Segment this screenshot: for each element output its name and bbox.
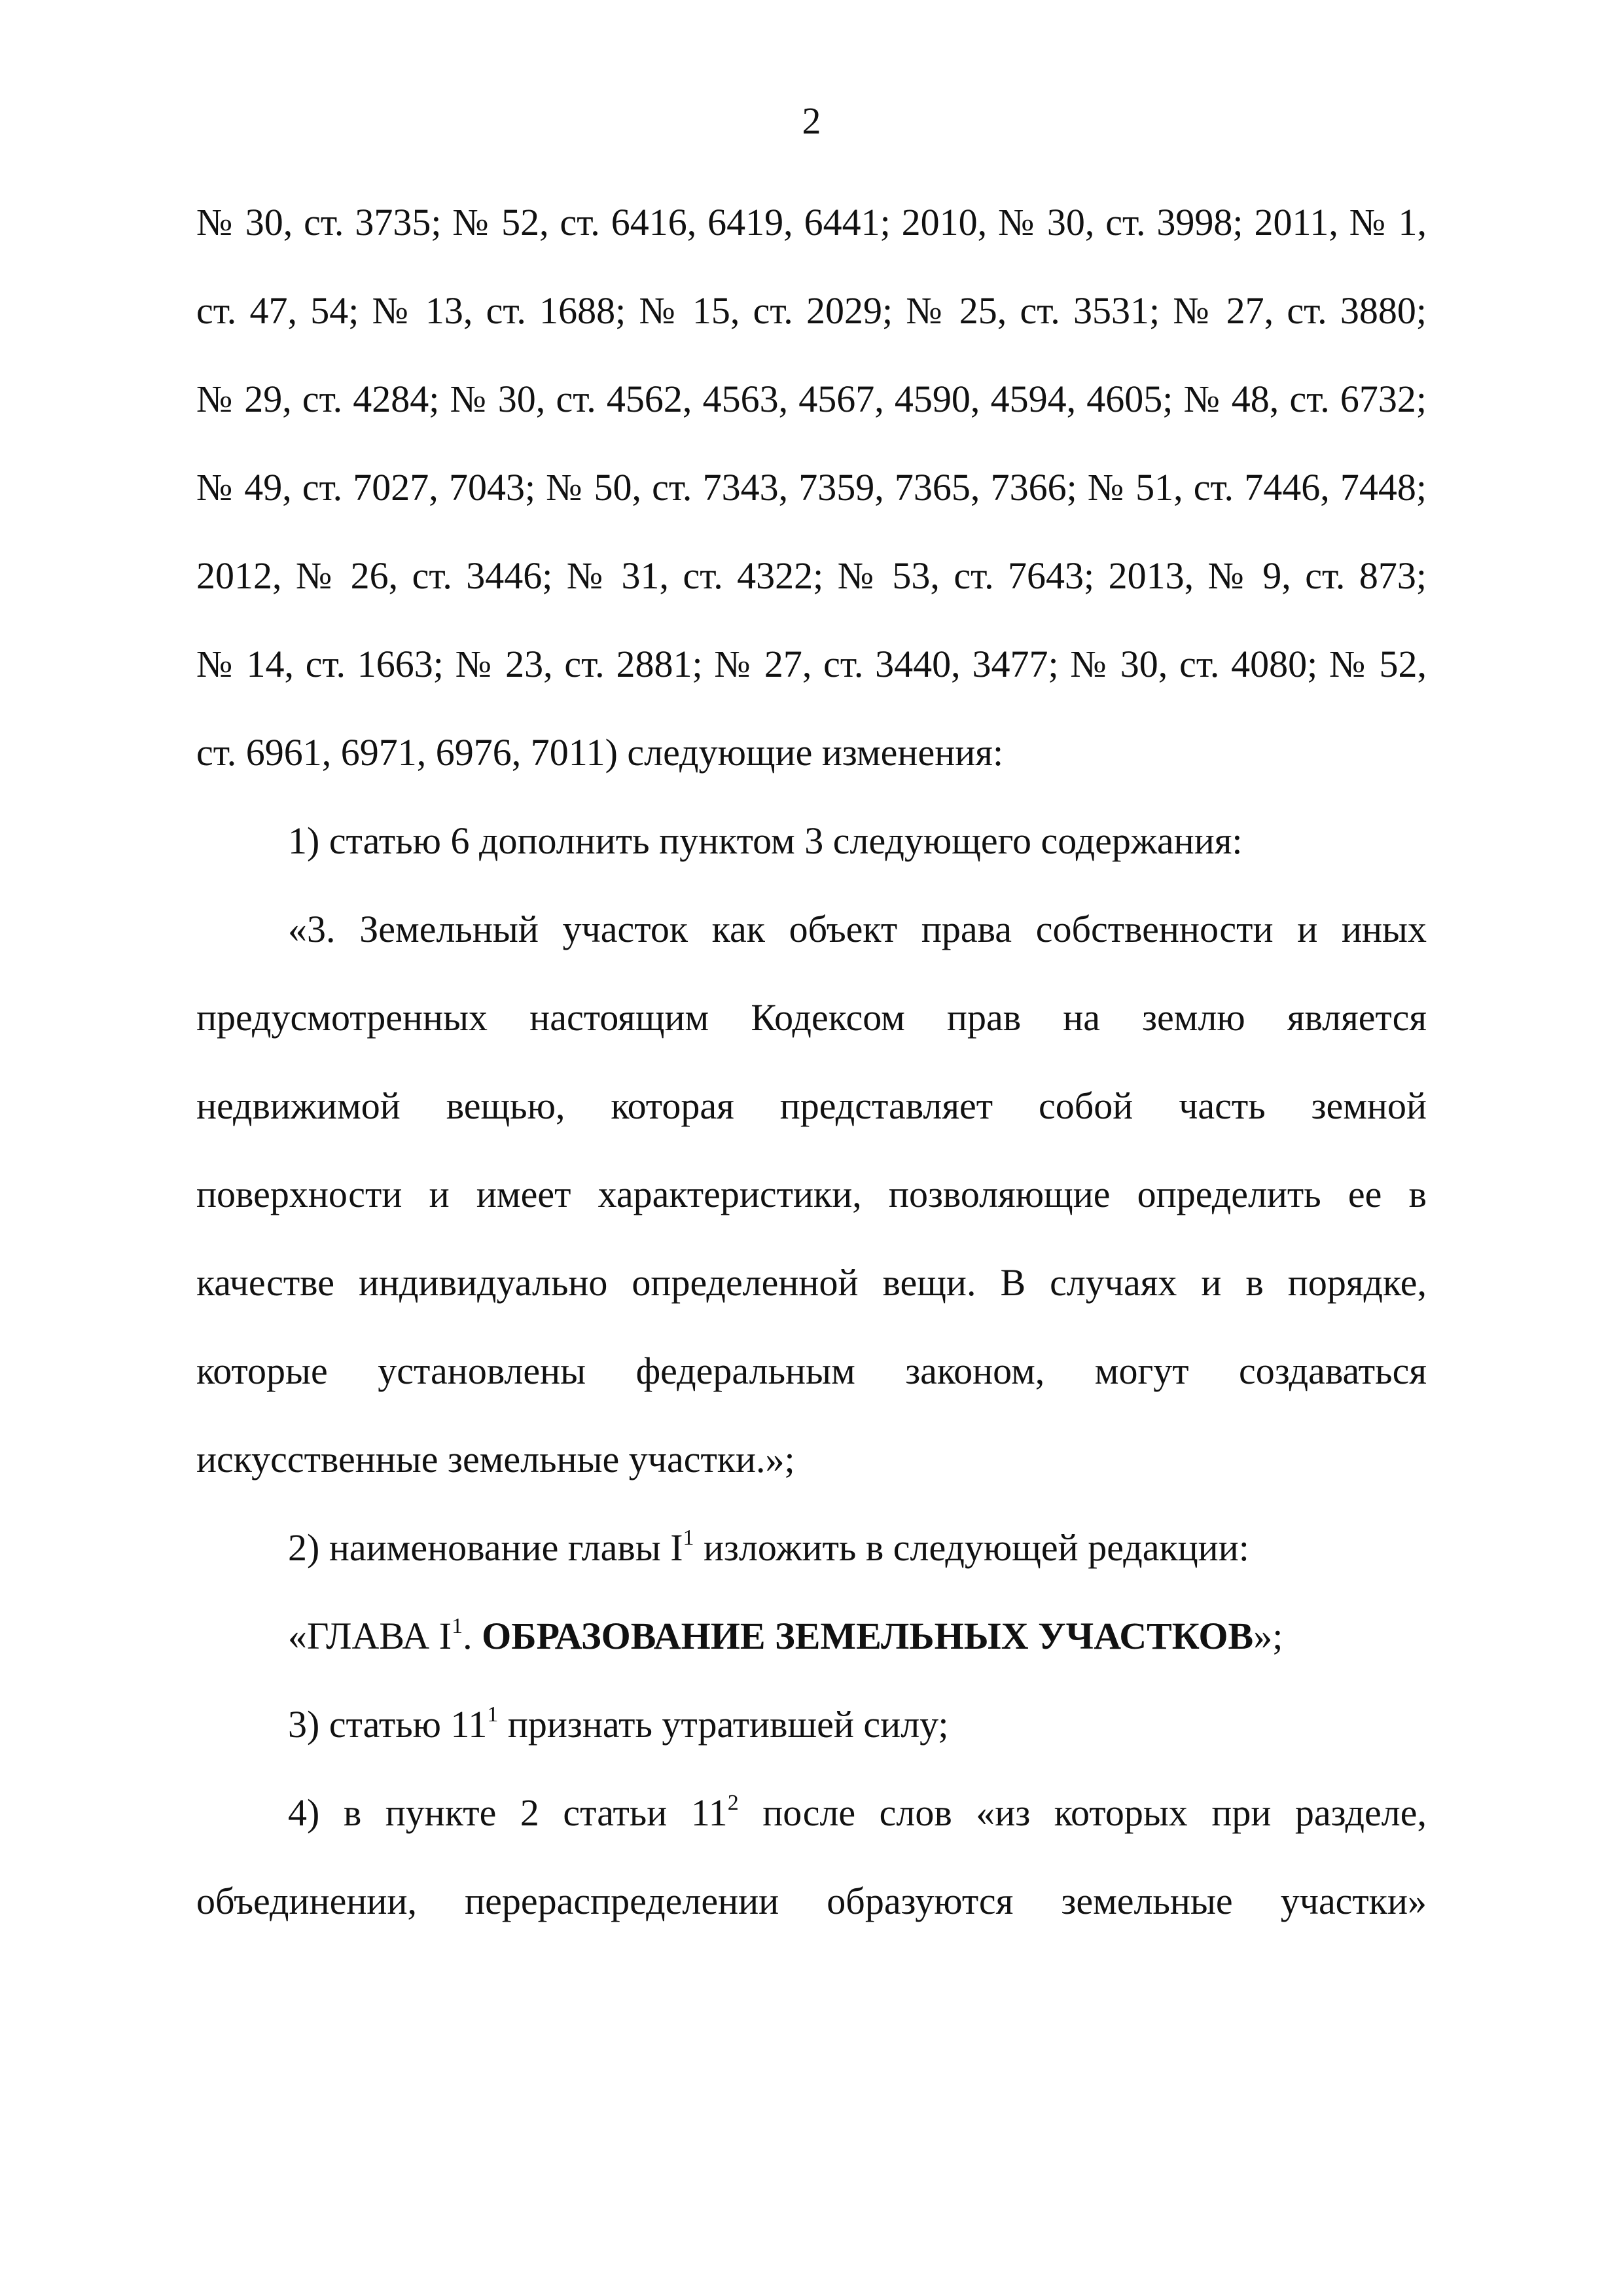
quote-line: предусмотренных настоящим Кодексом прав на землю является	[196, 996, 1427, 1039]
quote-line: «3. Земельный участок как объект права собственности и иных	[288, 908, 1427, 950]
text-line: № 49, ст. 7027, 7043; № 50, ст. 7343, 7359, 7365, 7366; № 51, ст. 7446, 7448;	[196, 466, 1427, 509]
list-item-3-text-a: 3) статью 11	[288, 1703, 488, 1746]
list-item-4-text-b: после слов «из которых при разделе,	[738, 1791, 1427, 1834]
superscript: 2	[727, 1790, 739, 1815]
text-line: № 30, ст. 3735; № 52, ст. 6416, 6419, 6441; 2010, № 30, ст. 3998; 2011, № 1,	[196, 201, 1427, 243]
list-item-2-text-b: изложить в следующей редакции:	[694, 1526, 1249, 1569]
superscript: 1	[683, 1525, 694, 1550]
text-line: № 29, ст. 4284; № 30, ст. 4562, 4563, 4567, 4590, 4594, 4605; № 48, ст. 6732;	[196, 378, 1427, 420]
list-item-2	[196, 1503, 1427, 1592]
chapter-title-suffix: »;	[1253, 1615, 1283, 1657]
quote-line: искусственные земельные участки.»;	[196, 1438, 795, 1480]
chapter-title-bold: ОБРАЗОВАНИЕ ЗЕМЕЛЬНЫХ УЧАСТКОВ	[482, 1615, 1254, 1657]
list-item-4-text-a: 4) в пункте 2 статьи 11	[288, 1791, 728, 1834]
list-item-4	[196, 1768, 1427, 1857]
page-number: 2	[802, 99, 821, 142]
text-line: ст. 6961, 6971, 6976, 7011) следующие изменения:	[196, 731, 1004, 774]
document-body	[196, 178, 1427, 1945]
text-line: № 14, ст. 1663; № 23, ст. 2881; № 27, ст. 3440, 3477; № 30, ст. 4080; № 52,	[196, 643, 1427, 685]
text-line: объединении, перераспределении образуются земельные участки»	[196, 1880, 1427, 1922]
chapter-title	[196, 1592, 1427, 1680]
quote-line: поверхности и имеет характеристики, позволяющие определить ее в	[196, 1173, 1427, 1215]
quote-line: которые установлены федеральным законом, могут создаваться	[196, 1350, 1427, 1392]
text-line: ст. 47, 54; № 13, ст. 1688; № 15, ст. 2029; № 25, ст. 3531; № 27, ст. 3880;	[196, 289, 1427, 332]
superscript: 1	[487, 1702, 499, 1727]
quote-line: качестве индивидуально определенной вещи. В случаях и в порядке,	[196, 1261, 1427, 1304]
chapter-title-sep: .	[463, 1615, 482, 1657]
quote-line: недвижимой вещью, которая представляет собой часть земной	[196, 1085, 1427, 1127]
list-item-3-text-b: признать утратившей силу;	[498, 1703, 949, 1746]
list-item-3	[196, 1680, 1427, 1768]
list-item-1: 1) статью 6 дополнить пунктом 3 следующего содержания:	[288, 819, 1243, 862]
text-line: 2012, № 26, ст. 3446; № 31, ст. 4322; № 53, ст. 7643; 2013, № 9, ст. 873;	[196, 554, 1427, 597]
chapter-title-prefix: «ГЛАВА I	[288, 1615, 452, 1657]
superscript: 1	[452, 1613, 463, 1638]
list-item-2-text-a: 2) наименование главы I	[288, 1526, 683, 1569]
